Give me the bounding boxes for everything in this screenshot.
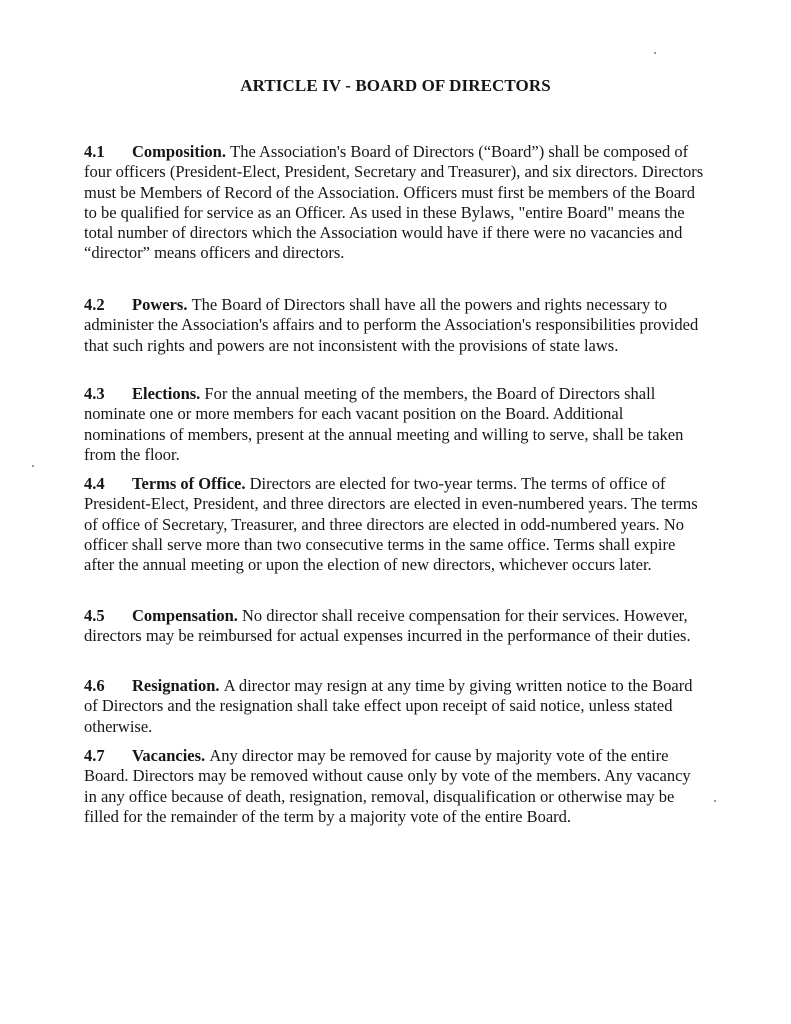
section-number: 4.3 bbox=[84, 384, 105, 403]
section-text: The Board of Directors shall have all the powers and rights necessary to administer the Association's affairs and to perform the Association's responsibilities provided that such rights and powers are not inconsistent with the provisions of state laws. bbox=[84, 295, 699, 355]
section-elections bbox=[84, 384, 704, 465]
section-number: 4.1 bbox=[84, 142, 105, 161]
section-vacancies bbox=[84, 746, 704, 827]
section-text: Any director may be removed for cause by majority vote of the entire Board. Directors may be removed without cause only by vote of the members. Any vacancy in any office because of death, resignation, removal, disqualification or otherwise may be filled for the remainder of the term by a majority vote of the entire Board. bbox=[84, 746, 691, 826]
scan-speck bbox=[32, 465, 34, 467]
section-heading: Compensation. bbox=[132, 606, 238, 625]
section-number: 4.7 bbox=[84, 746, 105, 765]
section-text: For the annual meeting of the members, the Board of Directors shall nominate one or more members for each vacant position on the Board. Additional nominations of members, present at the annual meeting and willing to serve, shall be taken from the floor. bbox=[84, 384, 684, 464]
section-number: 4.2 bbox=[84, 295, 105, 314]
section-heading: Composition. bbox=[132, 142, 226, 161]
section-text: A director may resign at any time by giving written notice to the Board of Directors and the resignation shall take effect upon receipt of said notice, unless stated otherwise. bbox=[84, 676, 693, 736]
section-number: 4.4 bbox=[84, 474, 105, 493]
section-text: No director shall receive compensation for their services. However, directors may be reimbursed for actual expenses incurred in the performance of their duties. bbox=[84, 606, 691, 646]
section-resignation bbox=[84, 676, 704, 737]
section-powers bbox=[84, 295, 704, 356]
section-number: 4.5 bbox=[84, 606, 105, 625]
scan-speck bbox=[714, 800, 716, 802]
section-number: 4.6 bbox=[84, 676, 105, 695]
section-heading: Vacancies. bbox=[132, 746, 206, 765]
section-composition bbox=[84, 142, 704, 264]
section-heading: Terms of Office. bbox=[132, 474, 246, 493]
page-title: ARTICLE IV - BOARD OF DIRECTORS bbox=[240, 76, 551, 95]
section-terms-of-office bbox=[84, 474, 704, 575]
scan-speck bbox=[654, 52, 656, 54]
section-heading: Elections. bbox=[132, 384, 201, 403]
section-text: Directors are elected for two-year terms. The terms of office of President-Elect, President, and three directors are elected in even-numbered years. The terms of office of Secretary, Treasurer, and three directors are elected in odd-numbered years. No officer shall serve more than two consecutive terms in the same office. Terms shall expire after the annual meeting or upon the election of new directors, whichever occurs later. bbox=[84, 474, 698, 575]
section-heading: Resignation. bbox=[132, 676, 220, 695]
section-heading: Powers. bbox=[132, 295, 188, 314]
section-text: The Association's Board of Directors (“Board”) shall be composed of four officers (President-Elect, President, Secretary and Treasurer), and six directors. Directors must be Members of Record of the Association. Officers must first be members of the Board to be qualified for service as an Officer. As used in these Bylaws, "entire Board" means the total number of directors which the Association would have if there were no vacancies and “director” means officers and directors. bbox=[84, 142, 704, 263]
section-compensation bbox=[84, 606, 704, 647]
